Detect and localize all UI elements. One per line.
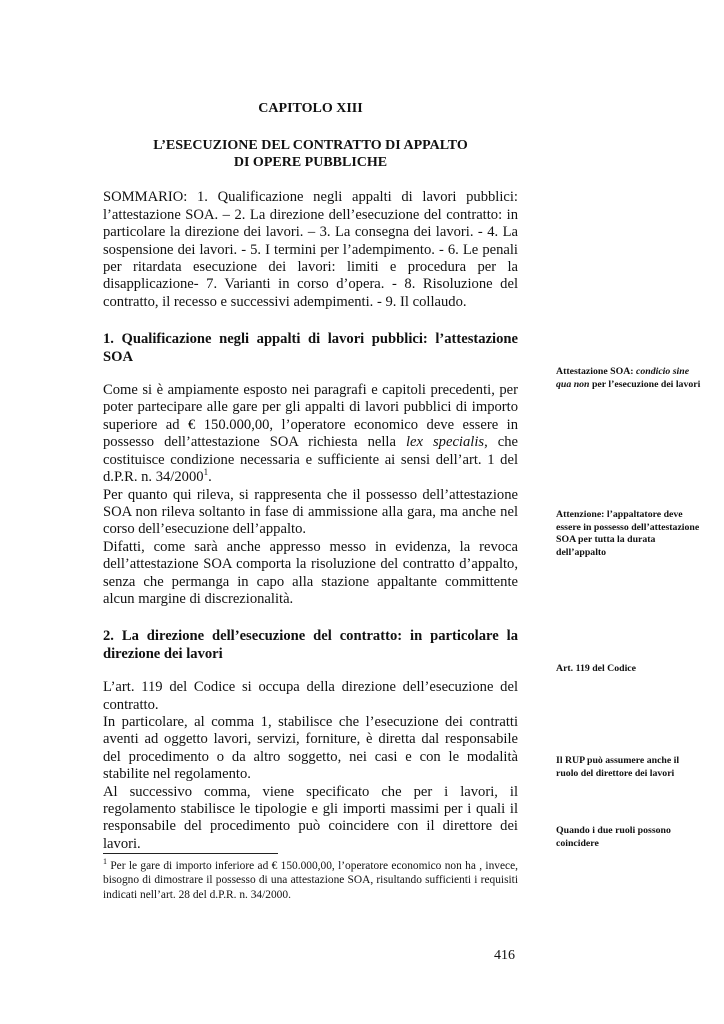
chapter-heading: CAPITOLO XIII <box>258 101 363 116</box>
section-1-heading: 1. Qualificazione negli appalti di lavori pubblici: l’attestazione SOA <box>103 331 518 365</box>
chapter-title-line-2: DI OPERE PUBBLICHE <box>233 155 388 171</box>
section-2-body <box>103 679 518 853</box>
main-text-column <box>103 100 518 873</box>
section-1-p1-text-a: Come si è ampiamente esposto nei paragrafi e capitoli precedenti, per poter partecipare alle gare per gli appalti di lavori pubblici di importo superiore ad € 150.000,00, l’operatore economico deve essere in possesso dell’attestazione SOA richiesta nella <box>103 382 518 451</box>
footnote-divider <box>103 853 278 854</box>
section-1-paragraph-1 <box>103 382 518 486</box>
margin-note-5: Quando i due ruoli possono coincidere <box>556 825 671 849</box>
margin-note-1-text-a: Attestazione SOA: <box>556 366 636 377</box>
section-2-paragraph-2: In particolare, al comma 1, stabilisce che l’esecuzione dei contratti aventi ad oggetto lavori, servizi, forniture, è diretta dal responsabile del procedimento o da altro soggetto, nei casi e con le modalità stabilite nel regolamento. <box>103 713 518 783</box>
margin-note-4: Il RUP può assumere anche il ruolo del direttore dei lavori <box>556 755 680 779</box>
section-1-p1-text-b: , che costituisce condizione necessaria e sufficiente ai sensi dell’art. 1 del d.P.R. n. 34/2000 <box>103 434 518 486</box>
section-1-p1-text-c: . <box>208 469 212 486</box>
section-1-paragraph-2: Per quanto qui rileva, si rappresenta che il possesso dell’attestazione SOA non rileva soltanto in fase di ammissione alla gara, ma anche nel corso dell’esecuzione dell’appalto. <box>103 486 518 538</box>
section-1-p1-italic: lex specialis <box>405 434 485 451</box>
margin-note-1 <box>556 366 706 391</box>
chapter-title <box>103 137 518 171</box>
section-1-body <box>103 382 518 608</box>
chapter-title-line-1: L’ESECUZIONE DEL CONTRATTO DI APPALTO <box>153 138 468 154</box>
margin-note-2: Attenzione: l’appaltatore deve essere in possesso dell’attestazione SOA per tutta la durata dell’appalto <box>556 509 700 558</box>
footnote-reference[interactable]: 1 <box>203 467 209 478</box>
margin-note-1-text-b: per l’esecuzione dei lavori <box>589 378 701 390</box>
margin-note-3: Art. 119 del Codice <box>556 663 636 674</box>
section-2-paragraph-1: L’art. 119 del Codice si occupa della direzione dell’esecuzione del contratto. <box>103 679 518 713</box>
footnote-number: 1 <box>103 857 107 867</box>
section-1-paragraph-3: Difatti, come sarà anche appresso messo in evidenza, la revoca dell’attestazione SOA comporta la risoluzione del contratto d’appalto, senza che permanga in capo alla stazione appaltante committente alcun margine di discrezionalità. <box>103 538 518 607</box>
section-2-paragraph-3: Al successivo comma, viene specificato che per i lavori, il regolamento stabilisce le tipologie e gli importi massimi per i quali il responsabile del procedimento può coincidere con il direttore dei lavori. <box>103 783 518 852</box>
footnote <box>103 859 518 902</box>
summary-paragraph: SOMMARIO: 1. Qualificazione negli appalti di lavori pubblici: l’attestazione SOA. – 2. La direzione dell’esecuzione del contratto: in particolare la direzione dei lavori. – 3. La consegna dei lavori. - 4. La sospensione dei lavori. - 5. I termini per l’adempimento. - 6. Le penali per ritardata esecuzione dei lavori: limiti e procedura per la disapplicazione- 7. Varianti in corso d’opera. - 8. Risoluzione del contratto, il recesso e successivi adempimenti. - 9. Il collaudo. <box>103 189 518 310</box>
page-number: 416 <box>494 948 515 963</box>
margin-note-1-italic: condicio sine qua non <box>556 366 690 390</box>
footnote-text: Per le gare di importo inferiore ad € 150.000,00, l’operatore economico non ha , invece, bisogno di dimostrare il possesso di una attestazione SOA, risultando sufficienti i requisiti indicati nell’art. 28 del d.P.R. n. 34/2000. <box>103 860 518 901</box>
section-2-heading: 2. La direzione dell’esecuzione del contratto: in particolare la direzione dei lavori <box>103 628 518 662</box>
